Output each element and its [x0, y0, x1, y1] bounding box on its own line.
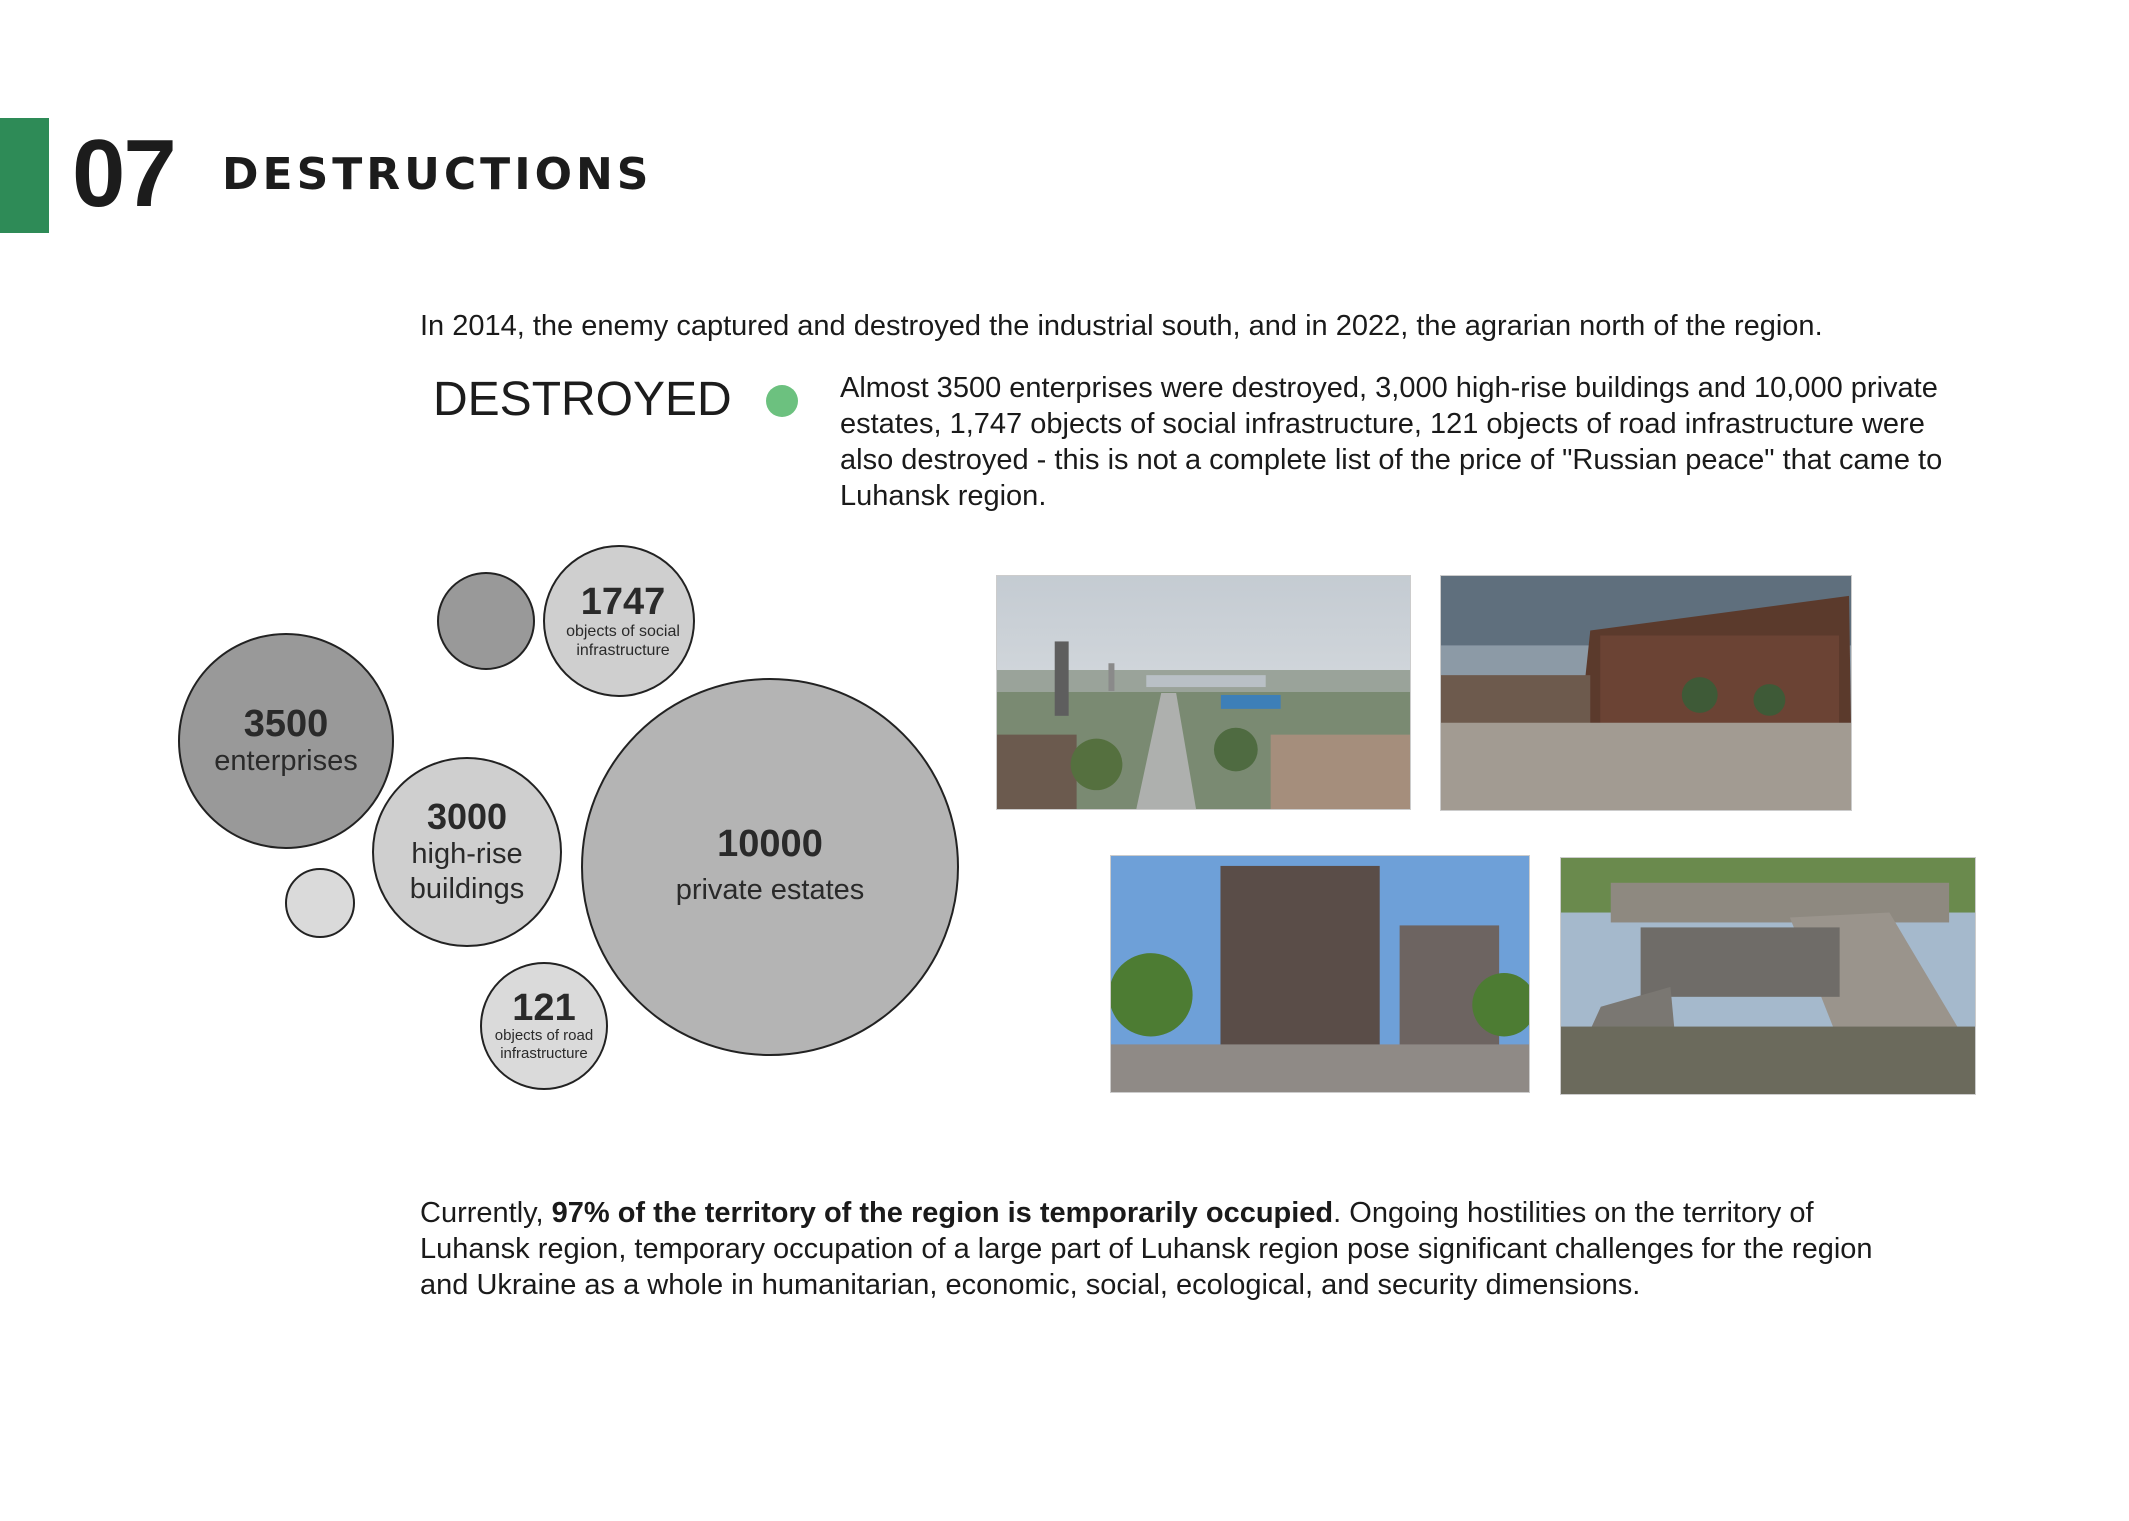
footer-highlight: 97% of the territory of the region is temporarily occupied — [551, 1197, 1334, 1229]
bubble-enterprises-value: 3500 — [243, 703, 329, 745]
intro-text: In 2014, the enemy captured and destroyed the industrial south, and in 2022, the agrarian north of the region. — [420, 310, 1823, 342]
photo-destroyed-bridge — [1560, 857, 1976, 1095]
photo-industrial-city-aerial — [996, 575, 1411, 810]
footer-prefix: Currently, — [420, 1197, 552, 1229]
bullet-dot-icon — [766, 385, 798, 417]
bubble-social-infrastructure — [543, 545, 695, 697]
section-title: DESTRUCTIONS — [222, 149, 653, 200]
bubble-highrise-label: high-rise buildings — [409, 838, 525, 905]
photo-burned-building — [1440, 575, 1852, 811]
bubble-highrise-value: 3000 — [426, 796, 508, 837]
bubble-decorative-tiny — [285, 868, 355, 938]
bubble-road-label: objects of road infrastructure — [494, 1027, 594, 1062]
footer-rest: . Ongoing hostilities on the territory of Luhansk region, temporary occupation of a large part of Luhansk region pose significant challenges for the region and Ukraine as a whole in humanitarian, economic, social, ecological, and security dimensions. — [420, 1197, 1873, 1301]
bubble-social-value: 1747 — [580, 581, 666, 623]
footer-text — [420, 1195, 1920, 1303]
bubble-enterprises-label: enterprises — [214, 745, 358, 777]
bubble-decorative-small — [437, 572, 535, 670]
bubble-estates-value: 10000 — [717, 823, 823, 865]
bubble-road-infrastructure — [480, 962, 608, 1090]
section-accent-bar — [0, 118, 49, 233]
bubble-estates-label: private estates — [675, 874, 865, 906]
section-number: 07 — [72, 120, 175, 227]
bubble-high-rise-buildings — [372, 757, 562, 947]
summary-text: Almost 3500 enterprises were destroyed, 3,000 high-rise buildings and 10,000 private estates, 1,747 objects of social infrastructure, 121 objects of road infrastructure were also destroyed - this is not a complete list of the price of "Russian peace" that came to Luhansk region. — [840, 372, 1943, 512]
bubble-social-label: objects of social infrastructure — [566, 623, 680, 659]
bubble-private-estates — [581, 678, 959, 1056]
bubble-enterprises — [178, 633, 394, 849]
photo-destroyed-high-rise — [1110, 855, 1530, 1093]
destroyed-label: DESTROYED — [433, 373, 732, 426]
bubble-road-value: 121 — [512, 987, 576, 1029]
